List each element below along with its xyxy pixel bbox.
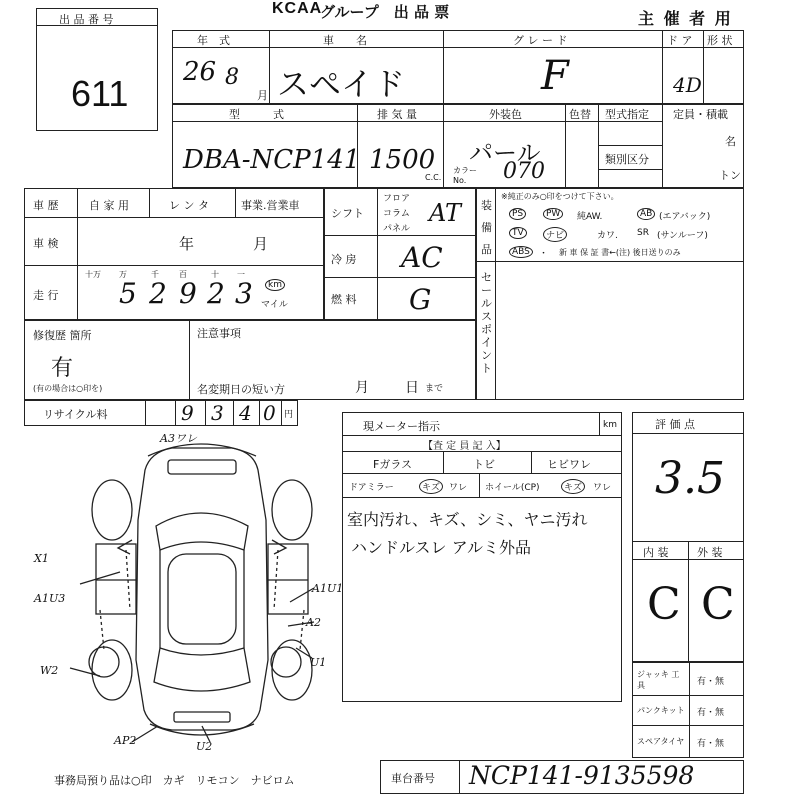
- mirror-label: ドアミラー: [349, 483, 394, 493]
- mileage-unit-10: 十: [211, 270, 219, 279]
- mileage-unit-100: 百: [179, 270, 187, 279]
- grade-value: F: [541, 53, 569, 99]
- model-value: DBA-NCP141: [183, 145, 361, 175]
- mileage-unit-10k: 万: [119, 270, 127, 279]
- mileage-digit-2: 2: [149, 277, 167, 310]
- km-label: km: [265, 279, 285, 291]
- recycle-digit-2: 3: [211, 401, 224, 425]
- damage-mark-right1: A1U1: [312, 582, 344, 595]
- equip-navi: ナビ: [543, 227, 567, 242]
- chassis-block: [380, 760, 744, 794]
- expiry-label: 名変期日の短い方: [197, 383, 285, 396]
- vehicle-info-row2: [172, 104, 744, 188]
- shift-option-panel: パネル: [383, 224, 411, 234]
- recycle-unit: 円: [284, 410, 294, 420]
- equipment-note: ※純正のみ○印をつけて下さい。: [501, 192, 619, 201]
- office-note: 事務局預り品は○印 カギ リモコン ナビロム: [54, 774, 295, 787]
- history-option-private: 自 家 用: [89, 199, 129, 212]
- exterior-value: C: [701, 579, 735, 630]
- grade-label: グ レ ー ド: [513, 34, 568, 47]
- score-label: 評 価 点: [655, 418, 695, 431]
- wheel-label: ホイール(CP): [485, 483, 540, 493]
- car-body-diagram: [60, 430, 350, 750]
- mechanical-block: [324, 188, 476, 320]
- interior-label: 内 装: [643, 546, 669, 559]
- equip-aw: 純AW.: [577, 212, 603, 222]
- color-label: 外装色: [489, 108, 522, 121]
- tools-block: [632, 662, 744, 758]
- mileage-digit-5: 3: [235, 277, 253, 310]
- vehicle-info-row1: [172, 30, 744, 104]
- repair-label: 修復歴 箇所: [33, 329, 92, 342]
- damage-mark-right3: U1: [310, 656, 327, 669]
- recycle-label: リサイクル料: [43, 408, 108, 421]
- form-title: グループ 出 品 票: [320, 3, 450, 21]
- tobi-label: トビ: [473, 458, 495, 471]
- shift-option-column: コラム: [383, 209, 410, 219]
- shift-label: シフト: [331, 207, 364, 220]
- jack-yes-no: 有・無: [697, 677, 725, 687]
- ac-label: 冷 房: [331, 253, 357, 266]
- mileage-digit-3: 9: [179, 277, 197, 310]
- spare-tire-yes-no: 有・無: [697, 739, 725, 749]
- displacement-value: 1500: [369, 145, 436, 175]
- cc-unit: C.C.: [425, 173, 442, 182]
- mileage-unit-1k: 千: [151, 270, 159, 279]
- chassis-label: 車台番号: [391, 772, 435, 785]
- history-label: 車 歴: [33, 199, 59, 212]
- equip-ps: PS: [509, 208, 526, 220]
- wheel-ware: ワレ: [593, 483, 612, 493]
- capacity-unit-tons: トン: [719, 169, 741, 182]
- puncture-kit-yes-no: 有・無: [697, 708, 725, 718]
- shape-label: 形 状: [707, 34, 733, 47]
- puncture-kit-label: パンクキット: [637, 706, 685, 715]
- inspection-month-unit: 月: [253, 235, 269, 253]
- spare-tire-label: スペアタイヤ: [637, 737, 685, 746]
- repair-block: [24, 320, 476, 400]
- equip-sr: SR: [637, 228, 649, 238]
- recycle-digit-3: 4: [239, 401, 252, 425]
- color-no-value: 070: [503, 159, 545, 184]
- meter-unit: km: [603, 420, 617, 430]
- recycle-digit-1: 9: [181, 401, 194, 425]
- meter-block: [342, 412, 622, 702]
- shift-option-floor: フロア: [383, 194, 411, 204]
- meter-label: 現メーター指示: [363, 420, 440, 433]
- mirror-kizu: キズ: [419, 479, 443, 494]
- recycle-block: [24, 400, 298, 426]
- capacity-unit-persons: 名: [725, 135, 736, 148]
- equip-abs: ABS: [509, 246, 533, 258]
- caution-label: 注意事項: [197, 327, 241, 340]
- inspector-notes-line1: 室内汚れ、キズ、シミ、ヤニ汚れ: [347, 510, 588, 529]
- name-label: 車 名: [323, 34, 367, 47]
- equip-warranty: 新 車 保 証 書←(注) 後日送りのみ: [559, 248, 681, 257]
- lot-number-label: 出 品 番 号: [59, 13, 114, 26]
- equip-ab: AB: [637, 208, 655, 220]
- jack-label: ジャッキ 工 具: [637, 670, 680, 690]
- history-option-business: 事業.営業車: [241, 199, 300, 212]
- damage-mark-left2: A1U3: [34, 592, 66, 605]
- equip-ab-note: (エアバック): [659, 212, 711, 222]
- damage-mark-left3: W2: [40, 664, 59, 677]
- year-value: 26: [183, 57, 217, 87]
- equipment-block: [476, 188, 744, 400]
- color-change-label: 色替: [569, 108, 591, 121]
- category-label: 類別区分: [605, 153, 649, 166]
- color-value: パール: [469, 139, 541, 167]
- interior-value: C: [647, 579, 681, 630]
- year-label: 年 式: [197, 34, 230, 47]
- model-label: 型 式: [229, 108, 284, 121]
- equip-sr-note: (サンルーフ): [657, 231, 708, 241]
- inspection-label: 車 検: [33, 237, 59, 250]
- history-option-rental: レ ン タ: [169, 199, 209, 212]
- inspection-year-unit: 年: [179, 235, 195, 253]
- repair-value: 有: [51, 356, 74, 381]
- equip-pw: PW: [543, 208, 563, 220]
- mile-label: マイル: [261, 300, 288, 310]
- expiry-month: 月: [355, 380, 369, 396]
- equip-leather: カワ.: [597, 231, 618, 241]
- repair-note: (有の場合は○印を): [33, 384, 103, 393]
- brand-logo: KCAA: [272, 0, 323, 17]
- damage-mark-bottom2: U2: [196, 740, 213, 753]
- door-value: 4D: [673, 73, 702, 97]
- expiry-day: 日: [405, 380, 419, 396]
- hibiware-label: ヒビワレ: [547, 458, 591, 471]
- damage-mark-bottom1: AP2: [114, 734, 137, 747]
- damage-mark-right2: A2: [306, 616, 321, 629]
- inspector-label: 【査 定 員 記 入】: [423, 441, 506, 452]
- score-block: [632, 412, 744, 662]
- score-value: 3.5: [655, 453, 725, 504]
- color-no-label: カラー No.: [453, 166, 477, 185]
- mileage-unit-1: 一: [237, 270, 245, 279]
- mileage-digit-1: 5: [119, 277, 137, 310]
- car-name-value: スペイド: [277, 65, 406, 103]
- wheel-kizu: キズ: [561, 479, 585, 494]
- equipment-label: 装 備 品: [481, 199, 492, 256]
- month-unit: 月: [257, 89, 268, 102]
- displacement-label: 排 気 量: [377, 108, 417, 121]
- fuel-label: 燃 料: [331, 293, 357, 306]
- inspector-notes-line2: ハンドルスレ アルミ外品: [351, 538, 531, 557]
- sales-point-label: セールスポイント: [481, 271, 492, 375]
- role-label: 主 催 者 用: [638, 9, 733, 28]
- mileage-label: 走 行: [33, 289, 59, 302]
- ac-value: AC: [401, 241, 443, 274]
- f-glass-label: Fガラス: [373, 458, 412, 471]
- expiry-until: まで: [425, 384, 444, 394]
- damage-mark-top: A3ワレ: [160, 432, 197, 445]
- chassis-value: NCP141-9135598: [469, 761, 695, 790]
- equip-tv: TV: [509, 227, 527, 239]
- exterior-label: 外 装: [697, 546, 723, 559]
- mirror-ware: ワレ: [449, 483, 468, 493]
- fuel-value: G: [409, 283, 432, 316]
- history-block: [24, 188, 324, 320]
- shift-value: AT: [429, 199, 462, 227]
- door-label: ド ア: [667, 34, 693, 47]
- equip-dot: ・: [539, 249, 549, 259]
- mileage-digit-4: 2: [207, 277, 225, 310]
- recycle-digit-4: 0: [263, 401, 276, 425]
- model-designation-label: 型式指定: [605, 108, 649, 121]
- damage-mark-left1: X1: [34, 552, 49, 565]
- lot-number-box: [36, 8, 158, 131]
- capacity-label: 定員・積載: [673, 108, 728, 121]
- month-value: 8: [225, 65, 239, 90]
- mileage-unit-100k: 十万: [85, 270, 101, 279]
- lot-number-value: 611: [71, 73, 129, 114]
